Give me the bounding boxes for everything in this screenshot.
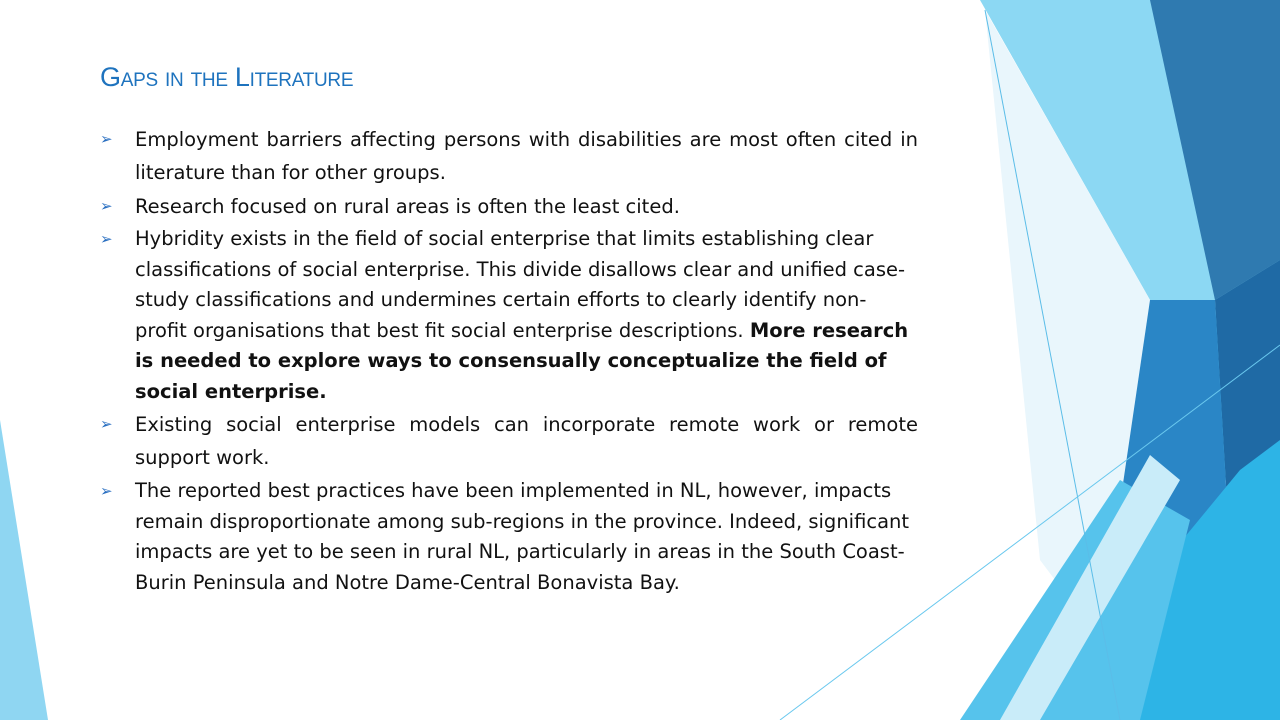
bullet-item (100, 409, 918, 474)
bullet-list (100, 124, 918, 600)
arrow-bullet-icon: ➢ (100, 130, 113, 148)
decor-left-sliver (0, 420, 48, 720)
arrow-bullet-icon: ➢ (100, 197, 113, 215)
bullet-text: The reported best practices have been implemented in NL, however, impacts remain disproportionate among sub-regions in the province. Indeed, significant impacts are yet to be seen in rural NL, particularly in areas in the South Coast-Burin Peninsula and Notre Dame-Central Bonavista Bay. (135, 479, 910, 594)
arrow-bullet-icon: ➢ (100, 482, 113, 500)
bullet-text: Research focused on rural areas is often the least cited. (135, 195, 680, 218)
bullet-text: Hybridity exists in the field of social enterprise that limits establishing clear classifications of social enterprise. This divide disallows clear and unified case-study classifications and undermines certain efforts to clearly identify non-profit organisations that best fit social enterprise descriptions. (135, 227, 906, 342)
bullet-text: Existing social enterprise models can incorporate remote work or remote support work. (135, 413, 918, 469)
bullet-item (100, 191, 918, 222)
bullet-text: Employment barriers affecting persons with disabilities are most often cited in literature than for other groups. (135, 128, 918, 184)
bullet-item (100, 224, 918, 407)
arrow-bullet-icon: ➢ (100, 415, 113, 433)
slide-title: Gaps in the Literature (100, 62, 354, 92)
bullet-emphasis-text: More research is needed to explore ways to consensually conceptualize the field of social enterprise. (135, 318, 909, 403)
bullet-item (100, 124, 918, 189)
bullet-item (100, 476, 918, 598)
arrow-bullet-icon: ➢ (100, 230, 113, 248)
